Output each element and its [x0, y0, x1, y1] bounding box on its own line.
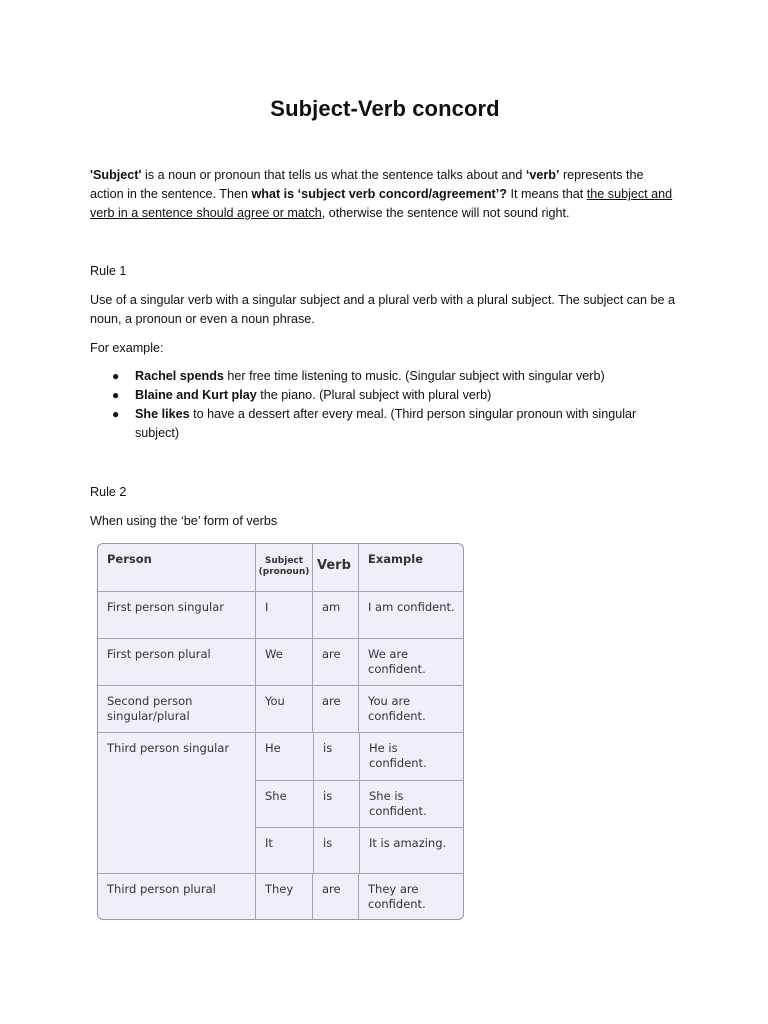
cell-example: We are confident.	[358, 639, 464, 685]
header-example: Example	[358, 544, 464, 591]
cell-example: She is confident.	[359, 781, 464, 827]
intro-paragraph	[90, 166, 680, 223]
cell-example: They are confident.	[358, 874, 464, 920]
cell-example: You are confident.	[358, 686, 464, 732]
intro-text-3: It means that	[506, 187, 587, 201]
concord-question: what is ‘subject verb concord/agreement’?	[251, 187, 507, 201]
cell-example: I am confident.	[358, 592, 464, 638]
cell-verb: is	[313, 781, 359, 827]
table-row	[98, 873, 463, 920]
table-row	[98, 591, 463, 638]
example-rest: to have a dessert after every meal. (Third person singular pronoun with singular subject)	[135, 407, 637, 440]
header-verb: Verb	[312, 544, 358, 591]
cell-verb: are	[312, 874, 358, 920]
table-header-row	[98, 544, 463, 591]
cell-verb: is	[313, 828, 359, 874]
rule1-text: Use of a singular verb with a singular subject and a plural verb with a plural subject. The subject can be a noun, a pronoun or even a noun phrase.	[90, 293, 676, 326]
bullet-icon: ●	[112, 369, 120, 383]
cell-example: He is confident.	[359, 733, 464, 780]
page-title: Subject-Verb concord	[270, 96, 500, 121]
cell-verb: are	[312, 639, 358, 685]
example-subject-verb: She likes	[135, 407, 190, 421]
bullet-icon: ●	[112, 388, 120, 402]
cell-person: First person plural	[107, 647, 211, 661]
example-subject-verb: Rachel spends	[135, 369, 224, 383]
rule2-heading: Rule 2	[90, 485, 127, 499]
list-item	[90, 367, 680, 386]
cell-person: Third person singular	[107, 741, 230, 755]
cell-subject: You	[255, 686, 312, 732]
cell-person: First person singular	[107, 600, 224, 614]
cell-subject: It	[265, 836, 273, 850]
cell-person: Second person singular/plural	[107, 694, 193, 723]
cell-subject: They	[255, 874, 312, 920]
concord-definition: the subject and verb in a sentence should agree or match	[90, 187, 673, 220]
table-subrow	[255, 827, 464, 874]
list-item	[90, 405, 680, 443]
example-subject-verb: Blaine and Kurt play	[135, 388, 257, 402]
rule1-heading: Rule 1	[90, 264, 127, 278]
example-list	[90, 367, 680, 443]
table-subrow	[255, 780, 464, 827]
intro-text-4: , otherwise the sentence will not sound right.	[321, 206, 570, 220]
cell-example: It is amazing.	[359, 828, 464, 874]
subject-term: 'Subject'	[90, 168, 142, 182]
example-rest: the piano. (Plural subject with plural verb)	[256, 388, 492, 402]
cell-subject: We	[255, 639, 312, 685]
cell-verb: is	[313, 733, 359, 780]
cell-subject: She	[265, 789, 287, 803]
be-verb-table	[97, 543, 464, 920]
for-example-label: For example:	[90, 341, 164, 355]
table-row	[98, 685, 463, 732]
cell-person: Third person plural	[107, 882, 216, 896]
list-item	[90, 386, 680, 405]
rule2-text: When using the ‘be’ form of verbs	[90, 514, 278, 528]
cell-verb: am	[312, 592, 358, 638]
example-rest: her free time listening to music. (Singular subject with singular verb)	[223, 369, 605, 383]
verb-term: ‘verb’	[525, 168, 560, 182]
table-row-group	[98, 732, 463, 873]
table-subrow	[255, 733, 464, 780]
intro-text-1: is a noun or pronoun that tells us what the sentence talks about and	[141, 168, 526, 182]
bullet-icon: ●	[112, 407, 120, 421]
intro-text-2: represents the action in the sentence. Then	[90, 168, 644, 201]
header-subject: Subject (pronoun)	[255, 544, 312, 591]
cell-subject: He	[265, 741, 281, 755]
cell-subject: I	[255, 592, 312, 638]
cell-verb: are	[312, 686, 358, 732]
table-row	[98, 638, 463, 685]
header-person: Person	[107, 552, 152, 566]
